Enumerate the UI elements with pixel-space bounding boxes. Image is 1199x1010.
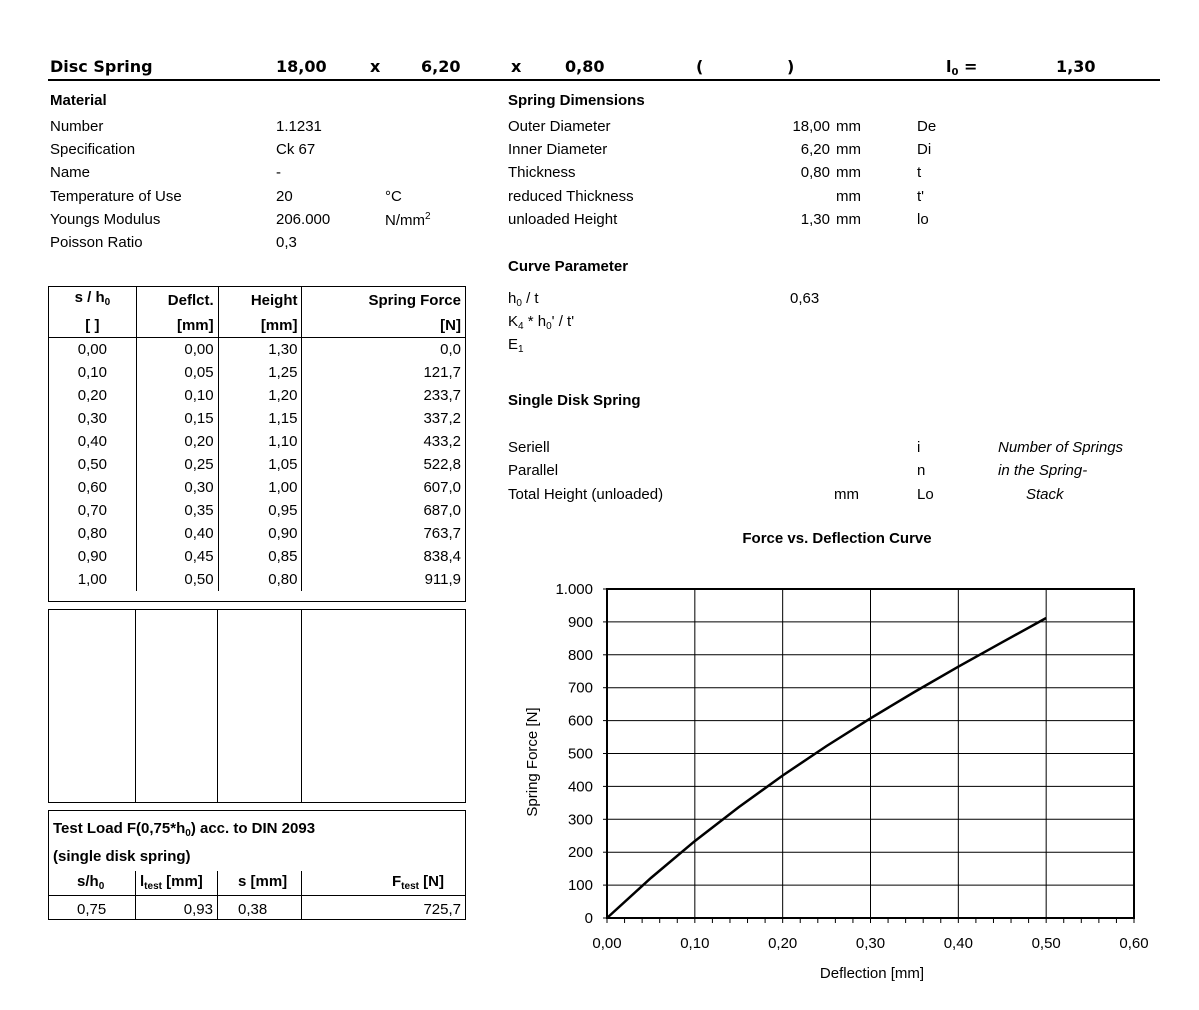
chart-ticks <box>555 581 1148 952</box>
test-value-ftest: 725,7 <box>423 901 461 918</box>
dimension-unit: mm <box>836 141 861 158</box>
material-value: Ck 67 <box>276 141 316 158</box>
stack-unit: mm <box>834 486 859 503</box>
chart-grid <box>607 589 1134 918</box>
dimension-unit: mm <box>836 211 861 228</box>
col-s-h0: s / $h_0$ <box>49 287 137 314</box>
y-tick-label: 600 <box>567 712 593 730</box>
test-load-block <box>48 810 466 920</box>
x-tick-label: 0,10 <box>680 935 710 952</box>
table-cell: 0,20 <box>136 430 218 453</box>
table-cell: 838,4 <box>302 545 466 568</box>
y-tick-label: 900 <box>567 613 593 631</box>
y-tick-label: 400 <box>567 778 593 796</box>
force-deflection-chart <box>499 525 1199 1005</box>
material-label: Number <box>50 118 104 135</box>
title: Disc Spring <box>50 57 153 76</box>
table-cell: 0,85 <box>218 545 302 568</box>
table-cell: 0,90 <box>218 522 302 545</box>
x-tick-label: 0,30 <box>855 935 886 952</box>
table-row <box>49 338 466 362</box>
y-tick-label: 1.000 <box>555 581 593 598</box>
header-t: 0,80 <box>565 57 605 76</box>
table-cell: 0,50 <box>136 568 218 591</box>
material-value: 20 <box>276 188 293 205</box>
table-unit-row <box>49 314 466 338</box>
col-deflection: Deflct. <box>136 287 218 314</box>
stack-label: Seriell <box>508 439 550 456</box>
table-row <box>49 476 466 499</box>
test-value-s-h0: 0,75 <box>77 901 107 918</box>
dimension-symbol: Di <box>917 141 932 158</box>
table-cell: 1,05 <box>218 453 302 476</box>
x-tick-label: 0,00 <box>592 935 622 952</box>
table-cell: 233,7 <box>302 384 466 407</box>
table-cell: 0,0 <box>302 338 466 362</box>
material-label: Specification <box>50 141 136 158</box>
stack-note: Number of Springs <box>998 439 1124 456</box>
stack-note: Stack <box>1026 486 1064 503</box>
table-cell: 1,15 <box>218 407 302 430</box>
chart-xlabel: Deflection [mm] <box>819 965 925 982</box>
table-cell: 0,15 <box>136 407 218 430</box>
material-value: 0,3 <box>276 234 297 251</box>
header-di: 6,20 <box>421 57 461 76</box>
material-unit: °C <box>385 188 402 205</box>
stack-symbol: n <box>917 462 926 479</box>
table-cell: 522,8 <box>302 453 466 476</box>
table-cell: 1,20 <box>218 384 302 407</box>
table-cell: 0,20 <box>49 384 137 407</box>
table-cell: 337,2 <box>302 407 466 430</box>
y-tick-label: 200 <box>567 844 593 862</box>
dimension-symbol: lo <box>917 211 929 228</box>
table-cell: 0,40 <box>49 430 137 453</box>
table-cell: 687,0 <box>302 499 466 522</box>
table-cell: 0,80 <box>49 522 137 545</box>
y-tick-label: 800 <box>567 646 593 664</box>
table-cell: 0,05 <box>136 361 218 384</box>
dimension-label: reduced Thickness <box>508 188 634 205</box>
test-load-title: Test Load $F(0,75*h_0)$ acc. to DIN 2093 <box>53 820 316 839</box>
table-row <box>49 407 466 430</box>
table-row <box>49 453 466 476</box>
e1-label: $E_1$ <box>508 336 524 355</box>
dimension-unit: mm <box>836 118 861 135</box>
material-heading: Material <box>50 92 107 109</box>
series-line <box>607 618 1046 918</box>
test-col-s: s [mm] <box>238 873 288 890</box>
test-value-ltest: 0,93 <box>183 901 213 918</box>
y-tick-label: 0 <box>584 910 593 927</box>
table-cell: 1,00 <box>218 476 302 499</box>
table-cell: 0,95 <box>218 499 302 522</box>
y-tick-label: 100 <box>567 877 593 895</box>
col-height: Height <box>218 287 302 314</box>
table-row <box>49 522 466 545</box>
table-cell: 763,7 <box>302 522 466 545</box>
y-tick-label: 300 <box>567 811 593 829</box>
dimension-label: unloaded Height <box>508 211 618 228</box>
table-row <box>49 361 466 384</box>
table-header-row <box>49 287 466 314</box>
table-cell: 0,45 <box>136 545 218 568</box>
deflection-table <box>48 286 466 602</box>
header-x1: x <box>370 57 381 76</box>
unit-s-h0: [ ] <box>49 314 137 338</box>
unit-spring-force: [N] <box>302 314 466 338</box>
material-value: 206.000 <box>276 211 331 228</box>
table-cell: 0,70 <box>49 499 137 522</box>
test-value-s: 0,38 <box>238 901 268 918</box>
chart-ylabel: Spring Force [N] <box>524 707 541 817</box>
table-cell: 0,80 <box>218 568 302 591</box>
dimension-label: Inner Diameter <box>508 141 608 158</box>
header-l0-value: 1,30 <box>1056 57 1096 76</box>
table-row <box>49 545 466 568</box>
header-paren-close: ) <box>787 57 795 76</box>
x-tick-label: 0,60 <box>1119 935 1149 952</box>
y-tick-label: 700 <box>567 679 593 697</box>
test-col-ltest: $l_{test}$ [mm] <box>140 873 203 892</box>
table-cell: 1,25 <box>218 361 302 384</box>
table-cell: 433,2 <box>302 430 466 453</box>
x-tick-label: 0,50 <box>1031 935 1061 952</box>
dimension-label: Outer Diameter <box>508 118 611 135</box>
dimension-value: 18,00 <box>792 118 830 135</box>
stack-note: in the Spring- <box>998 462 1088 479</box>
table-cell: 121,7 <box>302 361 466 384</box>
table-row <box>49 430 466 453</box>
table-cell: 1,00 <box>49 568 137 591</box>
table-cell: 0,50 <box>49 453 137 476</box>
material-label: Youngs Modulus <box>50 211 161 228</box>
dimension-unit: mm <box>836 164 861 181</box>
k4-label: $K_4 * h_0'$ / t' <box>508 313 575 332</box>
table-cell: 0,25 <box>136 453 218 476</box>
material-label: Poisson Ratio <box>50 234 143 251</box>
test-col-ftest: $F_{test}$ [N] <box>392 873 444 892</box>
table-cell: 911,9 <box>302 568 466 591</box>
table-cell: 0,30 <box>136 476 218 499</box>
dimension-symbol: t' <box>917 188 925 205</box>
material-label: Temperature of Use <box>50 188 182 205</box>
table-cell: 1,10 <box>218 430 302 453</box>
table-cell: 607,0 <box>302 476 466 499</box>
table-cell: 0,60 <box>49 476 137 499</box>
table-cell: 1,30 <box>218 338 302 362</box>
unit-height: [mm] <box>218 314 302 338</box>
curve-parameter-heading: Curve Parameter <box>508 258 629 275</box>
table-cell: 0,35 <box>136 499 218 522</box>
empty-table-block <box>48 609 466 803</box>
dimension-label: Thickness <box>508 164 576 181</box>
dimension-value: 1,30 <box>800 211 830 228</box>
table-row <box>49 384 466 407</box>
stack-symbol: i <box>917 439 921 456</box>
dimension-value: 0,80 <box>800 164 830 181</box>
dimension-symbol: De <box>917 118 937 135</box>
x-tick-label: 0,20 <box>768 935 798 952</box>
material-unit: $N/mm^2$ <box>385 211 431 229</box>
stack-symbol: Lo <box>917 486 934 503</box>
dimension-value: 6,20 <box>800 141 830 158</box>
material-label: Name <box>50 164 91 181</box>
unit-deflection: [mm] <box>136 314 218 338</box>
header-rule <box>48 79 1160 81</box>
h0-over-t-label: $h_0$ / t <box>508 290 539 309</box>
dimension-unit: mm <box>836 188 861 205</box>
stack-label: Parallel <box>508 462 559 479</box>
dimension-symbol: t <box>917 164 922 181</box>
table-row <box>49 568 466 591</box>
test-load-subtitle: (single disk spring) <box>53 848 191 865</box>
table-cell: 0,10 <box>49 361 137 384</box>
x-tick-label: 0,40 <box>943 935 973 952</box>
y-tick-label: 500 <box>567 745 593 763</box>
table-cell: 0,90 <box>49 545 137 568</box>
test-col-s-h0: $s/h_0$ <box>77 873 105 892</box>
material-value: - <box>276 164 281 181</box>
col-spring-force: Spring Force <box>302 287 466 314</box>
header-l0-label: $l_0$ = <box>946 57 978 78</box>
header-paren-open: ( <box>696 57 704 76</box>
header-x2: x <box>511 57 522 76</box>
dimensions-heading: Spring Dimensions <box>508 92 645 109</box>
stack-label: Total Height (unloaded) <box>508 486 664 503</box>
header-de: 18,00 <box>276 57 327 76</box>
single-disk-heading: Single Disk Spring <box>508 392 641 409</box>
table-cell: 0,30 <box>49 407 137 430</box>
material-value: 1.1231 <box>276 118 322 135</box>
table-row <box>49 499 466 522</box>
table-cell: 0,00 <box>136 338 218 362</box>
table-cell: 0,00 <box>49 338 137 362</box>
table-cell: 0,40 <box>136 522 218 545</box>
chart-title: Force vs. Deflection Curve <box>742 530 932 547</box>
h0-over-t-value: 0,63 <box>790 290 820 307</box>
table-cell: 0,10 <box>136 384 218 407</box>
